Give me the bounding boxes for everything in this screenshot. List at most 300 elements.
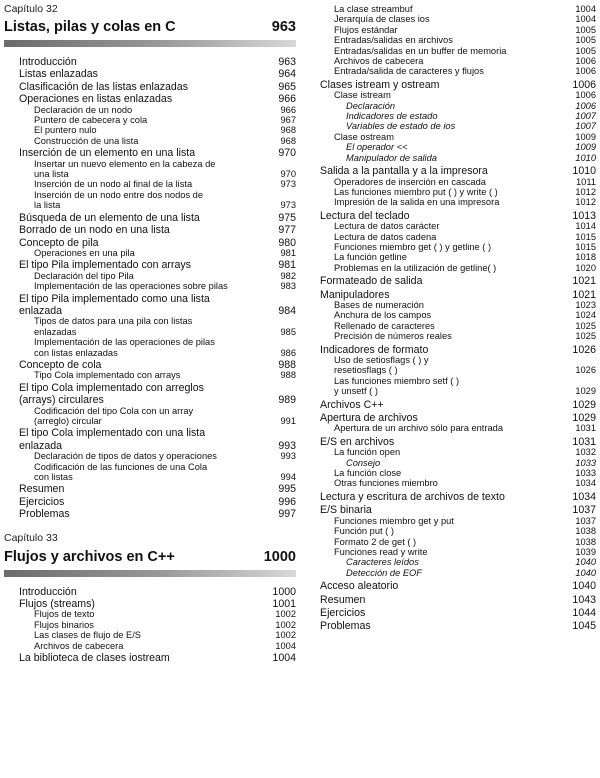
- toc-entry: [4, 509, 296, 519]
- toc-entry: [320, 166, 596, 176]
- toc-entry-page: 1040: [575, 567, 596, 578]
- toc-entry-page: 1006: [575, 90, 596, 101]
- toc-entry-title: Flujos de texto: [34, 609, 95, 620]
- toc-entry: [320, 537, 596, 547]
- toc-entry-title: Flujos (streams): [19, 598, 95, 611]
- toc-entry-page: 1006: [572, 78, 596, 91]
- toc-entry: [4, 159, 296, 169]
- toc-entry-title: Flujos binarios: [34, 619, 94, 630]
- toc-entry-page: 1012: [575, 197, 596, 208]
- toc-entry-page: 988: [280, 370, 296, 381]
- toc-entry: [4, 462, 296, 472]
- toc-entry-title: Introducción: [19, 585, 77, 598]
- toc-entry-title: Problemas: [19, 508, 70, 521]
- toc-entry-page: 1006: [575, 56, 596, 67]
- toc-entry: [4, 271, 296, 281]
- toc-entry-title: El tipo Pila implementado como una lista: [19, 292, 210, 305]
- toc-entry: [4, 599, 296, 609]
- toc-entry: [320, 386, 596, 396]
- toc-entry-title: Borrado de un nodo en una lista: [19, 224, 170, 237]
- toc-entry: [320, 437, 596, 447]
- toc-entry-title: una lista: [34, 169, 69, 180]
- toc-entry-page: 985: [280, 326, 296, 337]
- toc-entry: [4, 260, 296, 270]
- toc-entry-page: 981: [278, 259, 296, 272]
- toc-entry: [320, 46, 596, 56]
- toc-entry-page: 1004: [272, 652, 296, 665]
- toc-entry: [320, 468, 596, 478]
- toc-entry-title: Precisión de números reales: [334, 331, 452, 342]
- toc-entry: [4, 497, 296, 507]
- chapter-33-page: 1000: [263, 548, 296, 565]
- toc-entry-title: Operadores de inserción en cascada: [334, 176, 486, 187]
- toc-entry-page: 964: [278, 68, 296, 81]
- toc-entry-page: 980: [278, 236, 296, 249]
- toc-entry-page: 1005: [575, 24, 596, 35]
- toc-entry-title: Uso de setiosflags ( ) y: [334, 355, 429, 365]
- toc-entry-page: 1032: [575, 447, 596, 458]
- toc-entry-title: Clase ostream: [334, 131, 394, 142]
- toc-entry-page: 996: [278, 495, 296, 508]
- toc-entry: [4, 406, 296, 416]
- toc-entry-title: Archivos C++: [320, 398, 384, 411]
- toc-entry-page: 968: [280, 135, 296, 146]
- toc-entry: [4, 57, 296, 67]
- toc-entry: [4, 225, 296, 235]
- toc-entry-title: Indicadores de estado: [346, 111, 438, 122]
- toc-entry: [4, 190, 296, 200]
- toc-entry-page: 1026: [572, 343, 596, 356]
- toc-entry-title: Resumen: [19, 483, 65, 496]
- toc-entry: [320, 290, 596, 300]
- toc-entry-page: 1015: [575, 241, 596, 252]
- toc-entry-page: 1000: [272, 585, 296, 598]
- toc-entry: [4, 115, 296, 125]
- toc-entry: [320, 608, 596, 618]
- toc-entry-page: 1005: [575, 35, 596, 46]
- toc-entry: [320, 197, 596, 207]
- toc-entry: [4, 281, 296, 291]
- toc-entry-title: Otras funciones miembro: [334, 478, 438, 489]
- toc-entry-page: 968: [280, 125, 296, 136]
- toc-entry-page: 970: [278, 147, 296, 160]
- toc-entry: [320, 111, 596, 121]
- toc-entry-page: 1007: [575, 121, 596, 132]
- toc-entry-page: 1026: [575, 365, 596, 376]
- toc-entry: [320, 25, 596, 35]
- toc-entry-page: 1015: [575, 231, 596, 242]
- toc-entry: [4, 125, 296, 135]
- toc-entry-title: Operaciones en una pila: [34, 247, 135, 258]
- toc-entry-page: 994: [280, 472, 296, 483]
- toc-entry-page: 973: [280, 179, 296, 190]
- toc-entry-title: Entradas/salidas en archivos: [334, 35, 453, 46]
- toc-entry-title: (arreglo) circular: [34, 416, 102, 426]
- toc-entry-title: E/S binaria: [320, 504, 372, 517]
- toc-entry-title: La biblioteca de clases iostream: [19, 652, 170, 665]
- chapter-33-entries: [4, 587, 296, 664]
- toc-entry-title: Introducción: [19, 56, 77, 68]
- toc-entry: [4, 472, 296, 482]
- toc-entry-page: 1007: [575, 111, 596, 122]
- toc-entry: [320, 413, 596, 423]
- toc-entry-page: 970: [280, 169, 296, 180]
- toc-entry: [4, 337, 296, 347]
- toc-entry-title: Clases istream y ostream: [320, 78, 440, 91]
- chapter-32-entries: [4, 57, 296, 520]
- toc-entry-title: Funciones miembro get ( ) y getline ( ): [334, 241, 492, 252]
- toc-entry: [320, 56, 596, 66]
- toc-entry-title: Consejo: [346, 457, 381, 468]
- toc-entry-page: 977: [278, 224, 296, 237]
- toc-entry: [4, 94, 296, 104]
- toc-entry-page: 983: [280, 281, 296, 292]
- toc-entry-title: Funciones miembro get y put: [334, 515, 454, 526]
- toc-entry-title: Lectura y escritura de archivos de texto: [320, 490, 505, 503]
- toc-entry: [320, 447, 596, 457]
- toc-entry-title: Concepto de pila: [19, 236, 99, 249]
- toc-entry: [320, 355, 596, 365]
- toc-entry-title: El tipo Pila implementado con arrays: [19, 259, 191, 272]
- chapter-32-page: 963: [271, 19, 296, 35]
- toc-entry-page: 1023: [575, 299, 596, 310]
- toc-entry: [320, 252, 596, 262]
- toc-entry-title: Manipulador de salida: [346, 152, 437, 163]
- toc-entry-page: 984: [278, 304, 296, 317]
- toc-entry: [320, 187, 596, 197]
- toc-entry-page: 995: [278, 483, 296, 496]
- toc-entry-title: Acceso aleatorio: [320, 580, 399, 593]
- chapter-32-heading: [4, 19, 296, 35]
- toc-entry-page: 991: [280, 416, 296, 426]
- toc-entry-title: El operador <<: [346, 142, 408, 153]
- toc-entry-title: Tipos de datos para una pila con listas: [34, 316, 193, 327]
- toc-entry: [4, 136, 296, 146]
- toc-entry-title: Las funciones miembro put ( ) y write ( ): [334, 186, 498, 197]
- toc-entry-title: E/S en archivos: [320, 435, 395, 448]
- toc-entry-title: Implementación de las operaciones de pilas: [34, 337, 215, 348]
- toc-entry-title: Apertura de un archivo sólo para entrada: [334, 423, 504, 434]
- right-column: [320, 4, 596, 632]
- toc-entry: [4, 428, 296, 438]
- toc-entry: [320, 557, 596, 567]
- toc-entry-page: 1006: [575, 66, 596, 77]
- toc-entry-page: 1002: [275, 619, 296, 630]
- toc-entry: [4, 360, 296, 370]
- toc-entry-page: 1006: [575, 100, 596, 111]
- toc-entry-title: Entradas/salidas en un buffer de memoria: [334, 45, 507, 56]
- chapter-33-title: Flujos y archivos en C++: [4, 548, 175, 565]
- toc-entry: [320, 492, 596, 502]
- toc-entry-title: Entrada/salida de caracteres y flujos: [334, 66, 484, 77]
- toc-entry-title: Bases de numeración: [334, 299, 424, 310]
- toc-entry-title: Problemas en la utilización de getline( ): [334, 262, 497, 273]
- toc-entry-title: Formato 2 de get ( ): [334, 536, 417, 547]
- chapter-32-label: Capítulo 32: [4, 3, 58, 15]
- toc-entry: [320, 516, 596, 526]
- toc-entry: [320, 345, 596, 355]
- toc-entry: [4, 169, 296, 179]
- toc-entry-title: El puntero nulo: [34, 125, 97, 136]
- toc-entry: [320, 153, 596, 163]
- left-column: [4, 0, 296, 664]
- toc-entry-title: Declaración: [346, 100, 396, 111]
- toc-entry: [4, 383, 296, 393]
- toc-entry: [4, 306, 296, 316]
- toc-entry-title: Lectura de datos cadena: [334, 231, 437, 242]
- toc-entry-page: 1004: [575, 4, 596, 14]
- toc-entry: [4, 179, 296, 189]
- toc-entry: [320, 35, 596, 45]
- toc-entry-page: 1038: [575, 526, 596, 537]
- toc-entry-page: 963: [278, 56, 296, 68]
- toc-entry-page: 1018: [575, 252, 596, 263]
- toc-entry-title: La función getline: [334, 252, 407, 263]
- toc-entry-title: resetiosflags ( ): [334, 365, 398, 376]
- toc-entry-title: Las clases de flujo de E/S: [34, 630, 141, 641]
- toc-entry: [4, 609, 296, 619]
- toc-entry-page: 1009: [575, 131, 596, 142]
- toc-entry-page: 1002: [275, 630, 296, 641]
- toc-entry-page: 981: [280, 247, 296, 258]
- toc-entry-title: Funciones read y write: [334, 546, 428, 557]
- toc-entry: [4, 620, 296, 630]
- toc-entry: [4, 441, 296, 451]
- toc-entry-title: la lista: [34, 200, 61, 211]
- toc-entry-title: Declaración del tipo Pila: [34, 270, 134, 281]
- toc-entry-title: Flujos estándar: [334, 24, 398, 35]
- toc-entry-title: Inserción de un elemento en una lista: [19, 147, 196, 160]
- toc-entry: [320, 4, 596, 14]
- toc-entry: [320, 621, 596, 631]
- toc-entry: [4, 484, 296, 494]
- toc-entry-page: 1001: [272, 598, 296, 611]
- toc-entry-title: La función open: [334, 447, 401, 458]
- toc-entry-page: 1024: [575, 310, 596, 321]
- toc-entry-page: 1037: [575, 515, 596, 526]
- toc-entry-title: Declaración de un nodo: [34, 104, 133, 115]
- toc-entry-page: 1025: [575, 331, 596, 342]
- toc-entry: [320, 568, 596, 578]
- chapter-32-rule: [4, 40, 296, 47]
- toc-entry: [320, 400, 596, 410]
- toc-entry-page: 965: [278, 80, 296, 93]
- toc-entry-title: con listas: [34, 472, 73, 483]
- toc-entry-page: 1004: [275, 640, 296, 651]
- toc-entry: [4, 82, 296, 92]
- toc-entry-title: Búsqueda de un elemento de una lista: [19, 211, 200, 224]
- toc-entry: [320, 121, 596, 131]
- toc-entry-title: con listas enlazadas: [34, 347, 118, 358]
- toc-entry-title: Listas enlazadas: [19, 68, 98, 81]
- toc-entry: [320, 458, 596, 468]
- toc-entry-page: 1013: [572, 209, 596, 222]
- toc-entry: [4, 327, 296, 337]
- toc-entry-page: 1002: [275, 609, 296, 620]
- toc-entry: [320, 300, 596, 310]
- toc-entry: [4, 641, 296, 651]
- toc-entry-title: Operaciones en listas enlazadas: [19, 93, 173, 106]
- toc-entry: [320, 365, 596, 375]
- toc-entry-page: 997: [278, 508, 296, 521]
- toc-entry-title: La función close: [334, 468, 402, 479]
- toc-entry-page: 1033: [575, 468, 596, 479]
- toc-entry-title: Codificación de las funciones de una Cola: [34, 461, 208, 472]
- toc-entry: [4, 316, 296, 326]
- toc-entry-title: Caracteres leídos: [346, 557, 419, 568]
- toc-entry-page: 1044: [572, 606, 596, 619]
- toc-entry: [320, 547, 596, 557]
- toc-entry-page: 1037: [572, 504, 596, 517]
- toc-entry-title: Lectura del teclado: [320, 209, 410, 222]
- toc-entry: [320, 321, 596, 331]
- toc-entry-page: 993: [280, 451, 296, 462]
- toc-entry: [320, 232, 596, 242]
- toc-entry-title: Formateado de salida: [320, 275, 423, 288]
- toc-entry-title: El tipo Cola implementado con una lista: [19, 427, 206, 440]
- toc-entry: [320, 132, 596, 142]
- toc-entry-title: Insertar un nuevo elemento en la cabeza de: [34, 158, 216, 169]
- toc-entry: [4, 69, 296, 79]
- toc-entry-page: 973: [280, 200, 296, 211]
- toc-entry: [4, 416, 296, 426]
- toc-entry-page: 1031: [572, 435, 596, 448]
- toc-entry: [320, 66, 596, 76]
- toc-entry-title: Inserción de un nodo al final de la lista: [34, 179, 193, 190]
- toc-entry-title: enlazada: [19, 439, 63, 452]
- toc-entry: [4, 148, 296, 158]
- toc-entry: [320, 14, 596, 24]
- toc-entry-title: Detección de EOF: [346, 567, 422, 578]
- toc-entry-title: Archivos de cabecera: [334, 56, 424, 67]
- toc-entry-title: Impresión de la salida en una impresora: [334, 197, 500, 208]
- toc-entry-title: Codificación del tipo Cola con un array: [34, 405, 194, 416]
- toc-entry-page: 1031: [575, 423, 596, 434]
- toc-entry: [320, 80, 596, 90]
- toc-entry-title: Función put ( ): [334, 526, 394, 537]
- toc-entry-page: 1011: [576, 176, 596, 187]
- toc-entry: [320, 310, 596, 320]
- toc-entry: [320, 376, 596, 386]
- toc-entry: [320, 263, 596, 273]
- toc-entry: [320, 331, 596, 341]
- toc-entry-page: 967: [280, 115, 296, 126]
- toc-entry-page: 1004: [575, 14, 596, 25]
- chapter-33-entries-continued: [320, 4, 596, 632]
- toc-entry-page: 1005: [575, 45, 596, 56]
- toc-entry: [320, 90, 596, 100]
- chapter-33-heading: [4, 549, 296, 565]
- toc-entry-page: 1029: [572, 412, 596, 425]
- toc-entry-title: Jerarquía de clases ios: [334, 14, 430, 25]
- toc-entry-page: 1010: [572, 165, 596, 178]
- toc-entry-title: Concepto de cola: [19, 358, 102, 371]
- toc-entry-page: 975: [278, 211, 296, 224]
- toc-entry-page: 1040: [575, 557, 596, 568]
- toc-entry: [4, 587, 296, 597]
- toc-entry-title: (arrays) circulares: [19, 394, 104, 407]
- toc-entry-page: 1034: [575, 478, 596, 489]
- toc-entry-page: 1012: [575, 186, 596, 197]
- toc-entry: [4, 248, 296, 258]
- toc-entry: [320, 211, 596, 221]
- chapter-32-title: Listas, pilas y colas en C: [4, 19, 176, 35]
- toc-entry-page: 1010: [575, 152, 596, 163]
- toc-entry-title: Variables de estado de ios: [346, 121, 456, 132]
- toc-entry: [4, 213, 296, 223]
- toc-entry: [320, 478, 596, 488]
- toc-entry-page: 1040: [572, 580, 596, 593]
- toc-entry-title: Salida a la pantalla y a la impresora: [320, 165, 488, 178]
- toc-entry: [320, 101, 596, 111]
- chapter-33-rule: [4, 570, 296, 577]
- toc-entry: [4, 294, 296, 304]
- toc-entry-page: 1020: [575, 262, 596, 273]
- toc-entry-title: Lectura de datos carácter: [334, 221, 440, 232]
- toc-entry: [4, 451, 296, 461]
- toc-entry-title: Las funciones miembro setf ( ): [334, 375, 460, 386]
- toc-entry-title: El tipo Cola implementado con arreglos: [19, 381, 204, 394]
- toc-entry: [320, 505, 596, 515]
- toc-entry-page: 1045: [572, 620, 596, 633]
- toc-entry-page: 1014: [575, 221, 596, 232]
- toc-entry-title: Anchura de los campos: [334, 310, 432, 321]
- toc-entry-title: Puntero de cabecera y cola: [34, 115, 148, 126]
- toc-entry: [4, 653, 296, 663]
- toc-entry-title: Manipuladores: [320, 288, 390, 301]
- toc-entry-title: Archivos de cabecera: [34, 640, 124, 651]
- toc-entry-page: 988: [278, 358, 296, 371]
- toc-entry-title: enlazadas: [34, 326, 77, 337]
- toc-entry: [4, 370, 296, 380]
- toc-entry-page: 966: [278, 93, 296, 106]
- toc-entry: [320, 142, 596, 152]
- toc-entry-page: 1029: [572, 398, 596, 411]
- toc-entry: [4, 200, 296, 210]
- chapter-33-label: Capítulo 33: [4, 531, 58, 544]
- toc-entry-title: Problemas: [320, 620, 371, 633]
- toc-entry: [320, 221, 596, 231]
- toc-entry-title: Apertura de archivos: [320, 412, 418, 425]
- toc-entry-title: y unsetf ( ): [334, 386, 378, 397]
- toc-entry-title: Indicadores de formato: [320, 343, 429, 356]
- toc-entry-page: 1033: [575, 457, 596, 468]
- toc-entry-page: 1021: [572, 288, 596, 301]
- toc-entry-page: 1038: [575, 536, 596, 547]
- toc-entry-title: La clase streambuf: [334, 4, 413, 14]
- toc-entry-page: 1021: [572, 275, 596, 288]
- toc-entry-page: 1029: [575, 386, 596, 397]
- toc-entry: [4, 348, 296, 358]
- toc-entry-page: 982: [280, 270, 296, 281]
- toc-entry-title: Resumen: [320, 593, 366, 606]
- toc-entry-page: 1034: [572, 490, 596, 503]
- toc-entry-page: 966: [280, 104, 296, 115]
- toc-entry-title: Clase istream: [334, 90, 391, 101]
- toc-entry-title: Ejercicios: [320, 606, 366, 619]
- toc-entry-title: Tipo Cola implementado con arrays: [34, 370, 181, 381]
- toc-entry-title: Construcción de una lista: [34, 135, 139, 146]
- toc-entry-page: 1043: [572, 593, 596, 606]
- toc-entry: [320, 177, 596, 187]
- toc-entry: [320, 276, 596, 286]
- toc-entry-title: enlazada: [19, 304, 63, 317]
- toc-entry: [4, 630, 296, 640]
- toc-entry-page: 986: [280, 347, 296, 358]
- toc-entry: [320, 242, 596, 252]
- toc-entry-title: Clasificación de las listas enlazadas: [19, 80, 188, 93]
- toc-entry: [4, 105, 296, 115]
